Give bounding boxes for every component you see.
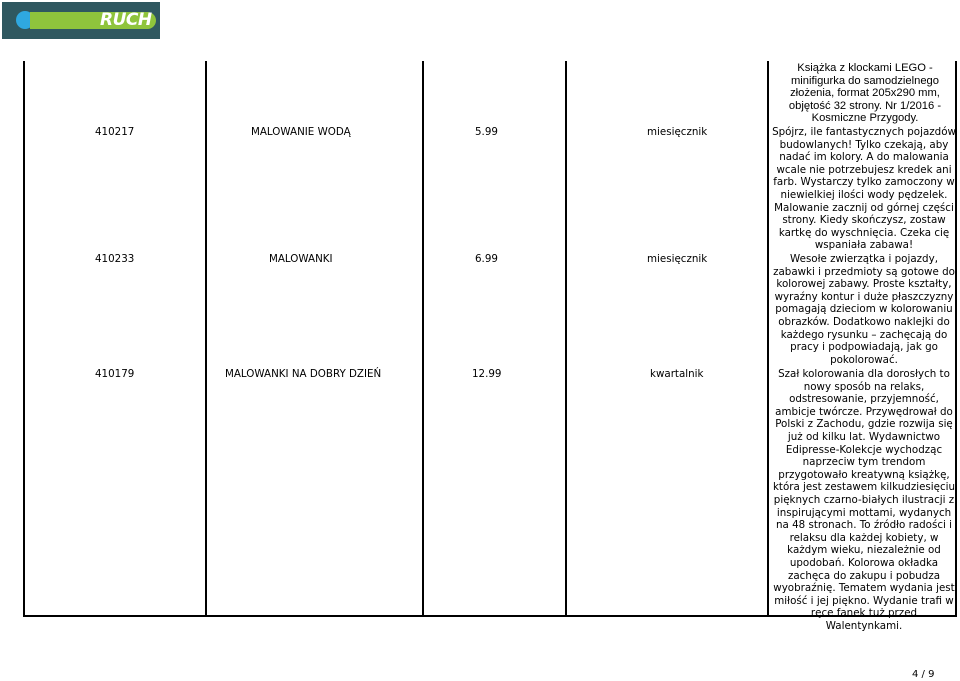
- page-number: 4 / 9: [912, 669, 935, 680]
- table-divider-2: [422, 61, 424, 617]
- row-index: 410217: [95, 126, 135, 138]
- row-description: Spójrz, ile fantastycznych pojazdów budowlanych! Tylko czekają, aby nadać im kolory. A do malowania wcale nie potrzebujesz kredek ani farb. Wystarczy tylko zamoczony w niewielkiej ilości wody pędzelek. Malowanie zacznij od górnej części strony. Kiedy skończysz, zostaw kartkę do wyschnięcia. Czeka cię wspaniała zabawa!: [772, 126, 956, 252]
- row-frequency: miesięcznik: [647, 253, 708, 265]
- row-index: 410179: [95, 368, 135, 380]
- intro-description: Książka z klockami LEGO - minifigurka do samodzielnego złożenia, format 205x290 mm, objętość 32 strony. Nr 1/2016 - Kosmiczne Przygody.: [788, 62, 942, 125]
- table-border-left: [23, 61, 25, 617]
- row-title: MALOWANIE WODĄ: [251, 126, 351, 138]
- row-description: Wesołe zwierzątka i pojazdy, zabawki i przedmioty są gotowe do kolorowej zabawy. Proste kształty, wyraźny kontur i duże płaszczyzny pomagają dzieciom w kolorowaniu obrazków. Dodatkowo naklejki do każdego rysunku – zachęcają do pracy i podpowiadają, jak go pokolorować.: [773, 253, 955, 366]
- row-frequency: miesięcznik: [647, 126, 708, 138]
- row-title: MALOWANKI NA DOBRY DZIEŃ: [225, 368, 382, 380]
- table-divider-1: [205, 61, 207, 617]
- table-divider-3: [565, 61, 567, 617]
- row-title: MALOWANKI: [269, 253, 333, 265]
- table-divider-4: [767, 61, 769, 617]
- row-index: 410233: [95, 253, 135, 265]
- row-description: Szał kolorowania dla dorosłych to nowy sposób na relaks, odstresowanie, przyjemność, ambicje twórcze. Przywędrował do Polski z Zachodu, gdzie rozwija się już od kilku lat. Wydawnictwo Edipresse-Kolekcje wychodząc naprzeciw tym trendom przygotowało kreatywną książkę, która jest zestawem kilkudziesięciu pięknych czarno-białych ilustracji z inspirującymi mottami, wydanych na 48 stronach. To źródło radości i relaksu dla każdej kobiety, w każdym wieku, niezależnie od upodobań. Kolorowa okładka zachęca do zakupu i pobudza wyobraźnię. Tematem wydania jest miłość i jej piękno. Wydanie trafi w ręce fanek tuż przed Walentynkami.: [772, 368, 956, 632]
- row-price: 12.99: [472, 368, 502, 380]
- ruch-logo: [2, 2, 160, 39]
- row-price: 6.99: [475, 253, 498, 265]
- logo-text: RUCH: [100, 10, 152, 30]
- row-price: 5.99: [475, 126, 498, 138]
- row-frequency: kwartalnik: [650, 368, 704, 380]
